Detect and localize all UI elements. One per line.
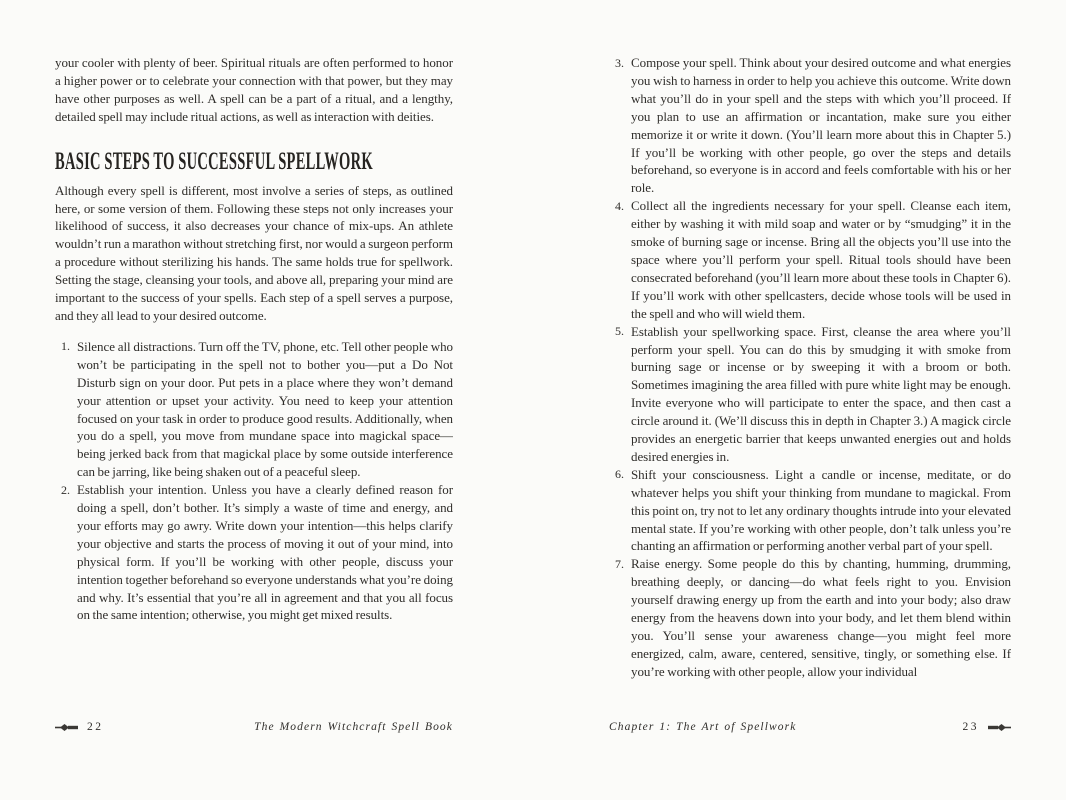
list-item-step-6 [609,466,1011,556]
list-item-text: Silence all distractions. Turn off the TV, phone, etc. Tell other people who won’t be participating in the spell not to bother you—put a Do Not Disturb sign on your door. Put pets in a place where they won’t demand your attention or upset your activity. You need to keep your attention focused on your task in order to produce good results. Additionally, when you do a spell, you move from mundane space into magickal space—being jerked back from that magickal place by some outside interference can be jarring, like being shaken out of a peaceful sleep. [77,338,453,480]
page-number: 22 [87,721,104,733]
footer-right-edge [963,721,1012,733]
spell-steps-list-left [55,338,453,625]
list-item-step-1 [55,338,453,481]
footer-right [609,721,1011,741]
dash-diamond-ornament-icon [987,723,1011,732]
list-item-text: Establish your spellworking space. First, cleanse the area where you’ll perform your spell. You can do this by smudging it with smoke from burning sage or incense or by sweeping it with a broom or both. Sometimes imagining the area filled with pure white light may be enough. Invite everyone who will participate to enter the space, and then cast a circle around it. (We’ll discuss this in depth in Chapter 3.) A magick circle provides an energetic barrier that keeps unwanted energies out and holds desired energies in. [631,323,1011,464]
running-head-book-title: The Modern Witchcraft Spell Book [254,721,453,733]
list-item-number: 5. [615,324,624,339]
list-item-text: Compose your spell. Think about your desired outcome and what energies you wish to harness in order to help you achieve this outcome. Write down what you’ll do in your spell and the steps with which you’ll proceed. If you plan to use an affirmation or incantation, make sure you either memorize it or write it down. (You’ll learn more about this in Chapter 5.) If you’ll be working with other people, go over the steps and details beforehand, so everyone is in accord and feels comfortable with his or her role. [631,55,1011,196]
list-item-text: Collect all the ingredients necessary for your spell. Cleanse each item, either by washing it with mild soap and water or by “smudging” it in the smoke of burning sage or incense. Bring all the objects you’ll use into the space where you’ll perform your spell. Ritual tools should have been consecrated beforehand (you’ll learn more about these tools in Chapter 6). If you’ll work with other spellcasters, decide whose tools will be used in the spell and who will wield them. [631,198,1011,321]
list-item-number: 6. [615,467,624,482]
section-heading-basic-steps: BASIC STEPS TO SUCCESSFUL SPELLWORK [55,147,373,175]
paragraph-ritual-continuation: your cooler with plenty of beer. Spiritual rituals are often performed to honor a higher power or to celebrate your connection with that power, but they may have other purposes as well. A spell can be a part of a ritual, and a lengthy, detailed spell may include ritual actions, as well as interaction with deities. [55,55,453,124]
list-item-step-3 [609,54,1011,197]
page-left [55,0,453,800]
list-item-text: Shift your consciousness. Light a candle or incense, meditate, or do whatever helps you shift your thinking from mundane to magickal. From this point on, try not to let any ordinary thoughts intrude into your elevated mental state. If you’re working with other people, don’t talk unless you’re chanting an affirmation or performing another verbal part of your spell. [631,466,1011,554]
list-item-number: 2. [61,482,70,497]
list-item-step-5 [609,323,1011,466]
spell-steps-list-right [609,54,1011,681]
list-item-step-4 [609,197,1011,322]
page-right [609,0,1011,800]
list-item-step-2 [55,481,453,624]
page-left-content [55,54,453,716]
list-item-text: Raise energy. Some people do this by chanting, humming, drumming, breathing deeply, or dancing—do what feels right to you. Envision yourself drawing energy up from the earth and into your body; also draw energy from the heavens down into your body, and let them blend within you. You’ll sense your awareness change—you might feel more energized, calm, aware, centered, sensitive, tingly, or something else. If you’re working with other people, allow your individual [631,556,1011,679]
list-item-number: 4. [615,198,624,213]
list-item-step-7 [609,555,1011,680]
list-item-text: Establish your intention. Unless you have a clearly defined reason for doing a spell, don’t bother. It’s simply a waste of time and energy, and your efforts may go awry. Write down your intention—this helps clarify your objective and starts the process of moving it out of your mind, into physical form. If you’ll be working with other people, discuss your intention together beforehand so everyone understands what you’re doing and why. It’s essential that you’re all in agreement and that you all focus on the same intention; otherwise, you might get mixed results. [77,482,453,623]
page-right-content [609,54,1011,716]
footer-left [55,721,453,741]
list-item-number: 1. [61,339,70,354]
list-item-number: 3. [615,55,624,70]
diamond-dash-ornament-icon [55,723,79,732]
page-number: 23 [962,721,979,733]
footer-left-edge [55,721,104,733]
paragraph-steps-intro: Although every spell is different, most involve a series of steps, as outlined here, or some version of them. Following these steps not only increases your likelihood of success, it also decreases your chance of mix-ups. An athlete wouldn’t run a marathon without stretching first, nor would a surgeon perform a procedure without sterilizing his hands. The same holds true for spellwork. Setting the stage, cleansing your tools, and above all, preparing your mind are important to the success of your spells. Each step of a spell serves a purpose, and they all lead to your desired outcome. [55,182,453,323]
running-head-chapter-title: Chapter 1: The Art of Spellwork [609,721,797,733]
list-item-number: 7. [615,556,624,571]
